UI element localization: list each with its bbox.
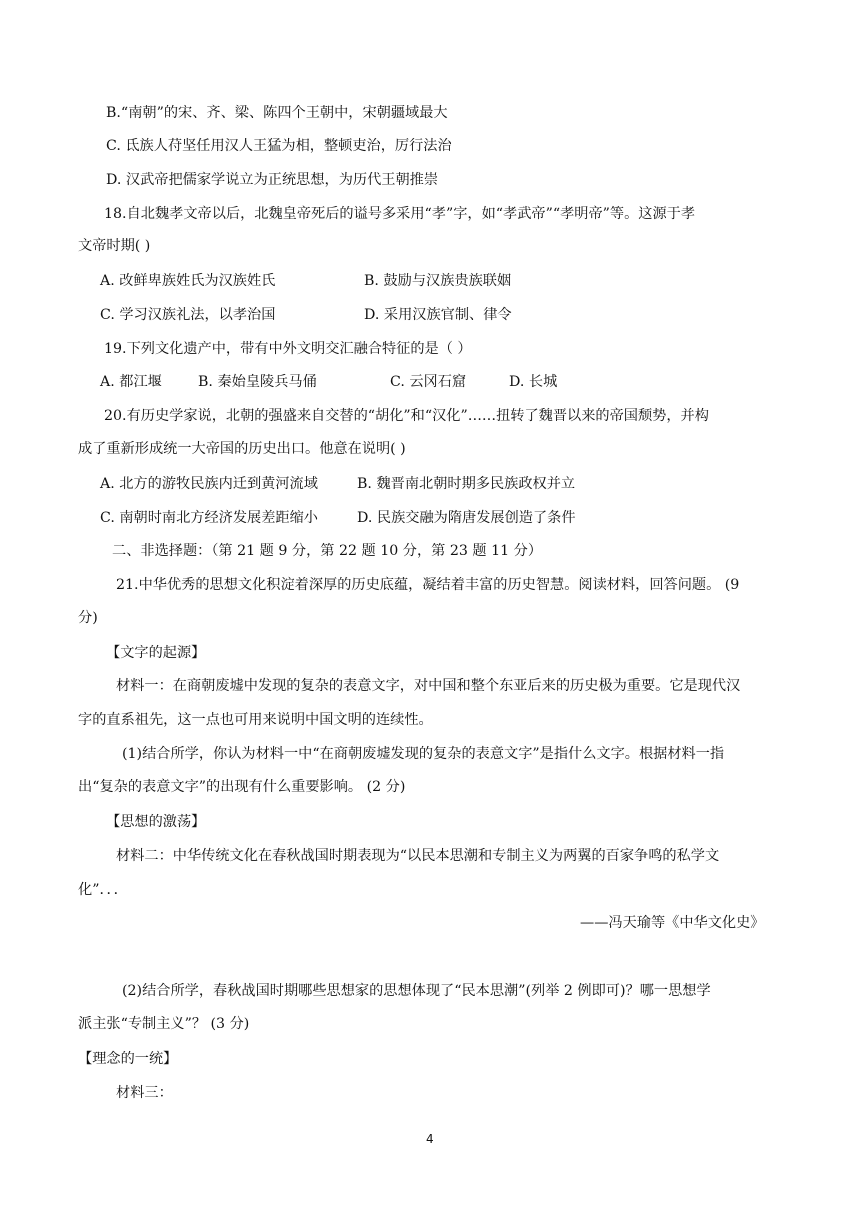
q17-option-d: D. 汉武帝把儒家学说立为正统思想，为历代王朝推崇 xyxy=(106,172,439,188)
q20-option-d: D. 民族交融为隋唐发展创造了条件 xyxy=(357,510,576,526)
q20-stem-line1: 20.有历史学家说，北朝的强盛来自交替的“胡化”和“汉化”……扭转了魏晋以来的帝国颓势，并构 xyxy=(104,408,709,424)
q18-option-c: C. 学习汉族礼法，以孝治国 xyxy=(100,307,276,323)
q17-option-c: C. 氐族人苻坚任用汉人王猛为相，整顿吏治，厉行法治 xyxy=(106,138,452,154)
q18-option-b: B. 鼓励与汉族贵族联姻 xyxy=(364,273,512,289)
q21-sub1-line1: (1)结合所学，你认为材料一中“在商朝废墟发现的复杂的表意文字”是指什么文字。根据材料一指 xyxy=(122,746,725,762)
q19-stem: 19.下列文化遗产中，带有中外文明交汇融合特征的是（ ） xyxy=(104,341,472,357)
q20-option-c: C. 南朝时南北方经济发展差距缩小 xyxy=(100,510,318,526)
q21-heading-thought: 【思想的激荡】 xyxy=(106,814,206,830)
q21-material3-label: 材料三： xyxy=(116,1085,173,1101)
q21-heading-unity: 【理念的一统】 xyxy=(78,1051,178,1067)
q18-stem-line1: 18.自北魏孝文帝以后，北魏皇帝死后的谥号多采用“孝”字，如“孝武帝”“孝明帝”等。这源于孝 xyxy=(104,206,696,222)
q19-option-c: C. 云冈石窟 xyxy=(390,374,467,390)
q21-material1-line1: 材料一：在商朝废墟中发现的复杂的表意文字，对中国和整个东亚后来的历史极为重要。它是现代汉 xyxy=(116,678,741,694)
q20-option-a: A. 北方的游牧民族内迁到黄河流域 xyxy=(100,476,318,492)
page-number: 4 xyxy=(426,1132,434,1146)
q21-material2-line2: 化”．．． xyxy=(78,882,128,898)
q21-sub2-line2: 派主张“专制主义”？ (3 分) xyxy=(78,1016,250,1032)
q17-option-b: B.“南朝”的宋、齐、梁、陈四个王朝中，宋朝疆域最大 xyxy=(106,105,448,121)
section2-heading: 二、非选择题：（第 21 题 9 分，第 22 题 10 分，第 23 题 11 分） xyxy=(112,543,543,559)
q21-stem-line1: 21.中华优秀的思想文化积淀着深厚的历史底蕴，凝结着丰富的历史智慧。阅读材料，回答问题。 (9 xyxy=(116,577,740,593)
q19-option-d: D. 长城 xyxy=(509,374,558,390)
q18-option-a: A. 改鲜卑族姓氏为汉族姓氏 xyxy=(100,273,276,289)
q18-option-d: D. 采用汉族官制、律令 xyxy=(364,307,512,323)
q19-option-b: B. 秦始皇陵兵马俑 xyxy=(198,374,317,390)
q21-material2-line1: 材料二：中华传统文化在春秋战国时期表现为“以民本思潮和专制主义为两翼的百家争鸣的私学文 xyxy=(116,848,720,864)
q21-sub2-line1: (2)结合所学，春秋战国时期哪些思想家的思想体现了“民本思潮”(列举 2 例即可)？哪一思想学 xyxy=(122,983,711,999)
q21-stem-line2: 分) xyxy=(78,610,98,626)
q18-stem-line2: 文帝时期( ) xyxy=(78,238,151,254)
q20-stem-line2: 成了重新形成统一大帝国的历史出口。他意在说明( ) xyxy=(78,441,406,457)
q19-option-a: A. 都江堰 xyxy=(100,374,162,390)
q21-material1-line2: 字的直系祖先，这一点也可用来说明中国文明的连续性。 xyxy=(78,712,433,728)
q21-material2-source: ——冯天瑜等《中华文化史》 xyxy=(580,915,765,931)
q21-sub1-line2: 出“复杂的表意文字”的出现有什么重要影响。 (2 分) xyxy=(78,779,406,795)
q20-option-b: B. 魏晋南北朝时期多民族政权并立 xyxy=(357,476,576,492)
q21-heading-writing-origin: 【文字的起源】 xyxy=(106,645,206,661)
